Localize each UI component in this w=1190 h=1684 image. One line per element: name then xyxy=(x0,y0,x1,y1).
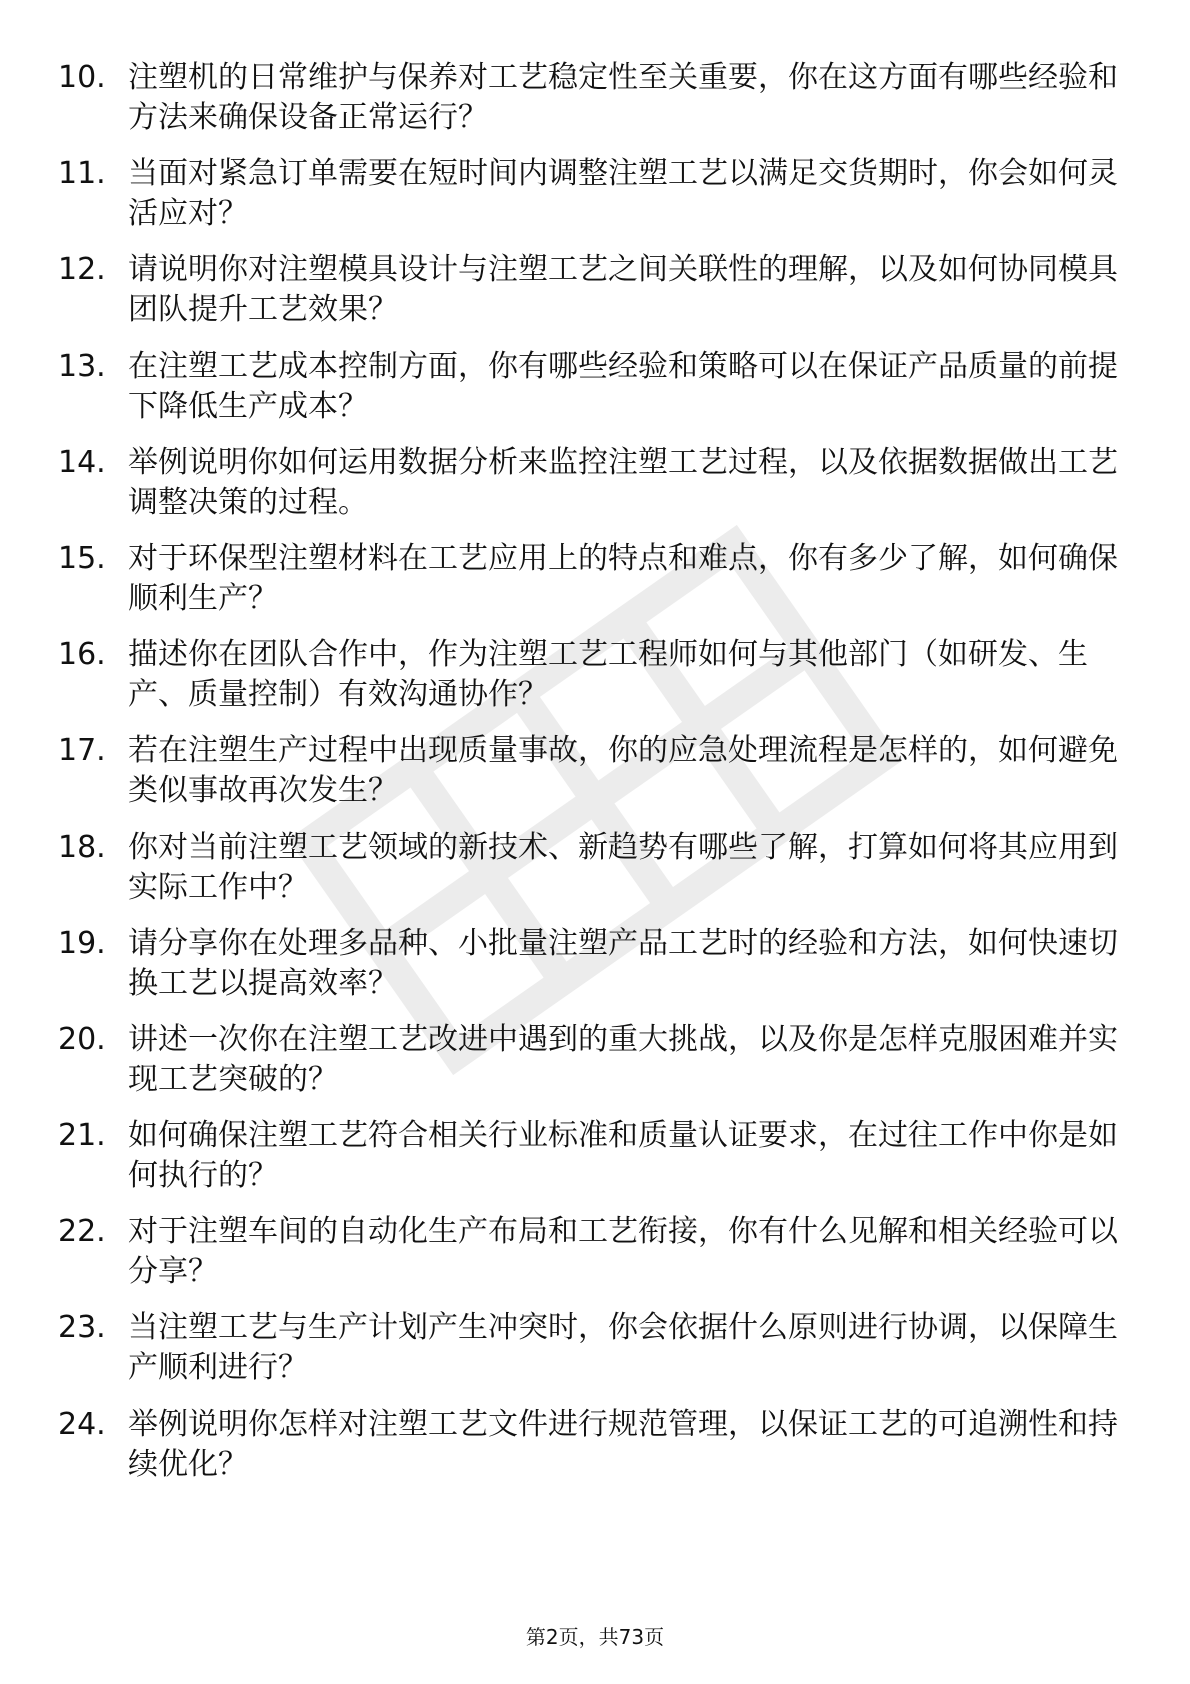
list-item xyxy=(0,1104,1190,1200)
question-number: 14. xyxy=(58,444,106,480)
question-text: 如何确保注塑工艺符合相关行业标准和质量认证要求，在过往工作中你是如何执行的？ xyxy=(128,1118,1118,1194)
question-number: 11. xyxy=(58,156,106,192)
list-item xyxy=(0,1393,1190,1489)
question-number: 18. xyxy=(58,829,106,865)
question-text: 在注塑工艺成本控制方面，你有哪些经验和策略可以在保证产品质量的前提下降低生产成本？ xyxy=(128,348,1118,424)
question-text: 请分享你在处理多品种、小批量注塑产品工艺时的经验和方法，如何快速切换工艺以提高效率？ xyxy=(128,925,1118,1001)
question-text: 当注塑工艺与生产计划产生冲突时，你会依据什么原则进行协调，以保障生产顺利进行？ xyxy=(128,1310,1118,1386)
question-number: 12. xyxy=(58,252,106,288)
question-text: 讲述一次你在注塑工艺改进中遇到的重大挑战，以及你是怎样克服困难并实现工艺突破的？ xyxy=(128,1021,1118,1097)
question-text: 请说明你对注塑模具设计与注塑工艺之间关联性的理解，以及如何协同模具团队提升工艺效果？ xyxy=(128,252,1118,328)
question-text: 对于注塑车间的自动化生产布局和工艺衔接，你有什么见解和相关经验可以分享？ xyxy=(128,1214,1118,1290)
question-number: 13. xyxy=(58,348,106,384)
question-number: 17. xyxy=(58,733,106,769)
question-text: 举例说明你怎样对注塑工艺文件进行规范管理，以保证工艺的可追溯性和持续优化？ xyxy=(128,1406,1118,1482)
question-number: 20. xyxy=(58,1021,106,1057)
list-item xyxy=(0,46,1190,142)
list-item xyxy=(0,623,1190,719)
question-text: 注塑机的日常维护与保养对工艺稳定性至关重要，你在这方面有哪些经验和方法来确保设备正常运行？ xyxy=(128,60,1118,135)
question-number: 24. xyxy=(58,1406,106,1442)
question-number: 22. xyxy=(58,1214,106,1250)
list-item xyxy=(0,431,1190,527)
question-text: 当面对紧急订单需要在短时间内调整注塑工艺以满足交货期时，你会如何灵活应对？ xyxy=(128,156,1118,232)
list-item xyxy=(0,816,1190,912)
list-item xyxy=(0,1296,1190,1392)
question-text: 描述你在团队合作中，作为注塑工艺工程师如何与其他部门（如研发、生产、质量控制）有效沟通协作？ xyxy=(128,637,1088,713)
list-item xyxy=(0,912,1190,1008)
question-text: 举例说明你如何运用数据分析来监控注塑工艺过程，以及依据数据做出工艺调整决策的过程。 xyxy=(128,444,1118,520)
list-item xyxy=(0,142,1190,238)
list-item xyxy=(0,335,1190,431)
list-item xyxy=(0,719,1190,815)
question-number: 16. xyxy=(58,637,106,673)
list-item xyxy=(0,1200,1190,1296)
question-text: 你对当前注塑工艺领域的新技术、新趋势有哪些了解，打算如何将其应用到实际工作中？ xyxy=(128,829,1118,905)
question-number: 21. xyxy=(58,1118,106,1154)
question-list xyxy=(0,46,1190,1489)
page-footer: 第2页，共73页 xyxy=(525,1625,665,1649)
question-number: 23. xyxy=(58,1310,106,1346)
list-item xyxy=(0,1008,1190,1104)
question-number: 15. xyxy=(58,540,106,576)
question-text: 对于环保型注塑材料在工艺应用上的特点和难点，你有多少了解，如何确保顺利生产？ xyxy=(128,540,1118,616)
question-number: 19. xyxy=(58,925,106,961)
question-text: 若在注塑生产过程中出现质量事故，你的应急处理流程是怎样的，如何避免类似事故再次发生？ xyxy=(128,733,1118,809)
list-item xyxy=(0,238,1190,334)
list-item xyxy=(0,527,1190,623)
question-number: 10. xyxy=(58,60,106,95)
